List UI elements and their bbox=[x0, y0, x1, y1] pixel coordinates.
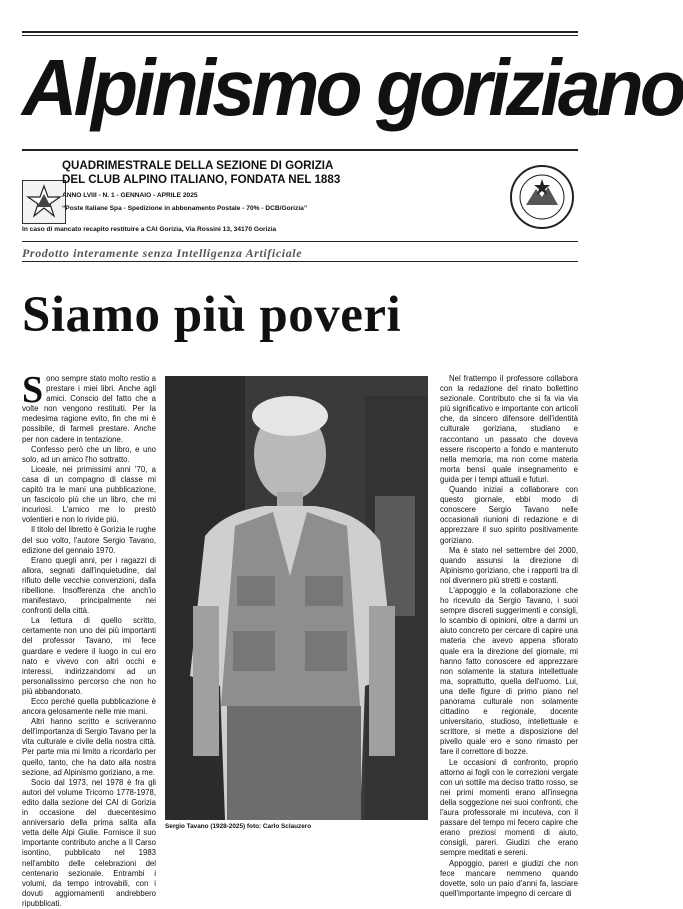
portrait-illustration bbox=[165, 376, 428, 820]
col1-paragraph: Erano quegli anni, per i ragazzi di allora, segnati dall'inquietudine, dal rifiuto delle vecchie convenzioni, dalla ribellione. Insofferenza che anch'io manifestavo, principalmente nei confronti della città. bbox=[22, 555, 156, 616]
col1-paragraph: Liceale, nei primissimi anni '70, a casa di un compagno di classe mi capitò tra le mani una pubblicazione, un fascicolo più che un libro, che mi incuriosì. L'amico me lo prestò volentieri e non lo rivide più. bbox=[22, 464, 156, 525]
cai-star-icon bbox=[23, 181, 65, 223]
col3-paragraph: Appoggio, pareri e giudizi che non fece mancare nemmeno quando dovette, solo un paio d'anni fa, lasciare quell'importante impegno di cercare di bbox=[440, 858, 578, 898]
cai-logo bbox=[22, 180, 66, 224]
col1-paragraph: La lettura di quello scritto, certamente non uno dei più importanti del professor Tavano, mi fece guardare e vedere il luogo in cui ero nato e vivevo con altri occhi e interessi, indirizzandomi ad un personalissimo percorso che non ho più abbandonato. bbox=[22, 616, 156, 696]
col1-paragraph: Socio dal 1973, nel 1978 è fra gli autori del volume Tricorno 1778-1978, edito dalla sezione del CAI di Gorizia in occasione del duecentesimo anniversario della prima salita alla vetta delle Alpi Giulie. Fornisce il suo importante contributo anche a Il Carso isontino, pubblicato nel 1983 nell'ambito delle celebrazioni del centenario sezionale. Entrambi i volumi, da tempo introvabili, con i dovuti aggiornamenti andrebbero ripubblicati. bbox=[22, 777, 156, 908]
col1-paragraph: Confesso però che un libro, e uno solo, ad un amico l'ho sottratto. bbox=[22, 444, 156, 464]
publisher-line1: QUADRIMESTRALE DELLA SEZIONE DI GORIZIA bbox=[62, 159, 334, 172]
mountain-emblem-icon bbox=[512, 167, 572, 227]
issue-return-note: In caso di mancato recapito restituire a CAI Gorizia, Via Rossini 13, 34170 Gorizia bbox=[22, 226, 277, 233]
col3-paragraph: L'appoggio e la collaborazione che ho ricevuto da Sergio Tavano, i suoi sempre discreti suggerimenti e consigli, lo scambio di opinioni, oltre a darmi un aiuto concreto per cercare di capire una materia che avevo appena sfiorato quale era la direzione del giornale, mi hanno fatto conoscere ed apprezzare non solamente la statura intellettuale ma, soprattutto, quella dell'uomo. Lui, una delle figure di primo piano nel panorama culturale non solamente cittadino e regionale, docente universitario, studioso, intellettuale e scrittore, si mette a disposizione del pivello quale ero e sono rimasto per fare il correttore di bozze. bbox=[440, 585, 578, 757]
col1-paragraph: Il titolo del libretto è Gorizia le rughe del suo volto, l'autore Sergio Tavano, edizione del gennaio 1970. bbox=[22, 525, 156, 555]
col3-paragraph: Nel frattempo il professore collabora con la redazione del rinato bollettino sezionale. Contributo che si fa via via più significativo e importante con articoli che, da sincero difensore dell'identità culturale goriziana, studiano e raccontano un passato che doveva essere riscoperto a fondo e mantenuto nella memoria, ma non come materia morta bensì quale insegnamento e guida per i tempi attuali e futuri. bbox=[440, 374, 578, 484]
col3-paragraph: Le occasioni di confronto, proprio attorno ai fogli con le correzioni vergate con un sottile ma deciso tratto rosso, se nei primi momenti erano all'insegna della soggezione nei suoi confronti, che l'aura professorale mi incuteva, con il passare del tempo mi fecero capire che erano preziosi momenti di aiuto, consigli, pareri. Giudizi che erano sempre meditati e sereni. bbox=[440, 757, 578, 858]
col1-paragraph: Ecco perché quella pubblicazione è ancora gelosamente nelle mie mani. bbox=[22, 697, 156, 717]
article-column-1 bbox=[22, 369, 156, 908]
top-rule bbox=[22, 31, 578, 33]
portrait-photo bbox=[165, 376, 428, 820]
tagline-rule-bottom bbox=[22, 261, 578, 262]
issue-number: ANNO LVIII - N. 1 - GENNAIO - APRILE 2025 bbox=[62, 192, 198, 199]
tagline-rule-top bbox=[22, 241, 578, 242]
issue-shipping: “Poste Italiane Spa - Spedizione in abbonamento Postale - 70% - DCB/Gorizia” bbox=[62, 205, 308, 212]
article-column-3 bbox=[440, 374, 578, 898]
article-headline: Siamo più poveri bbox=[22, 287, 402, 343]
col1-paragraph: Sono sempre stato molto restio a prestare i miei libri. Anche agli amici. Conscio del fatto che a volte non vengono restituiti. Per la medesima ragione evito, fin che mi è possibile, di farmeli prestare. Anche per non cadere in tentazione. bbox=[22, 369, 156, 444]
top-rule-thin bbox=[22, 35, 578, 36]
col3-paragraph: Ma è stato nel settembre del 2000, quando assunsi la direzione di Alpinismo goriziano, che i rapporti tra di noi divennero più stretti e costanti. bbox=[440, 545, 578, 585]
masthead-rule bbox=[22, 149, 578, 151]
photo-caption: Sergio Tavano (1928-2025) foto: Carlo Sclauzero bbox=[165, 823, 312, 830]
col3-paragraph: Quando iniziai a collaborare con questo giornale, ebbi modo di conoscere Sergio Tavano nelle occasionali riunioni di redazione e di apprezzare il suo spirito positivamente goriziano. bbox=[440, 485, 578, 545]
publisher-line2: DEL CLUB ALPINO ITALIANO, FONDATA NEL 1883 bbox=[62, 173, 341, 186]
col1-paragraph: Altri hanno scritto e scriveranno dell'importanza di Sergio Tavano per la vita culturale e civile della nostra città. Per parte mia mi limito a ricordarlo per quello, tanto, che ha dato alla nostra sezione, ad Alpinismo goriziano, a me. bbox=[22, 717, 156, 777]
tagline: Prodotto interamente senza Intelligenza Artificiale bbox=[22, 246, 303, 260]
publisher-info bbox=[62, 159, 340, 187]
section-round-logo bbox=[510, 165, 574, 229]
dropcap: S bbox=[22, 369, 44, 411]
masthead-title: Alpinismo goriziano bbox=[22, 43, 683, 132]
